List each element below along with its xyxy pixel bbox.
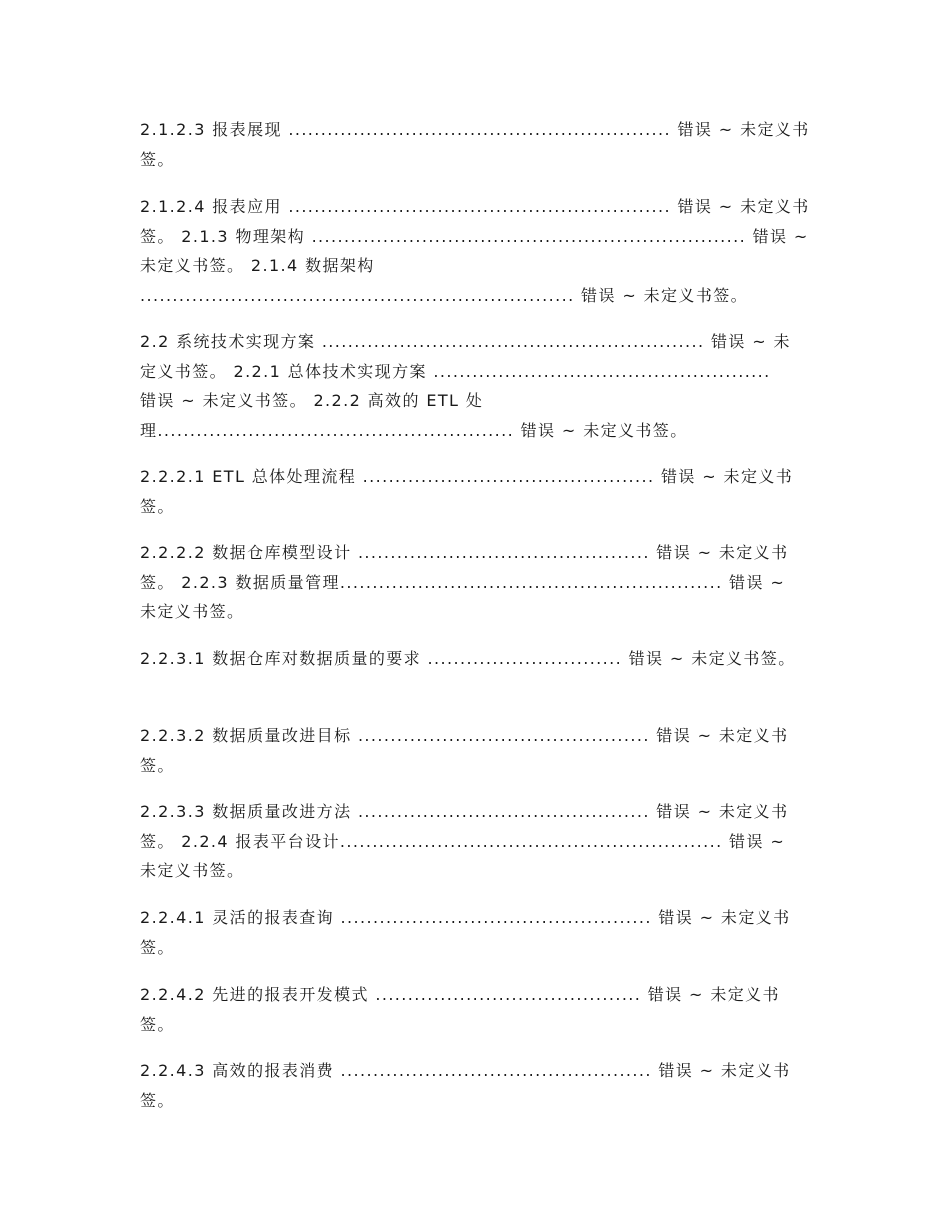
toc-line: 2.2.4.3 高效的报表消费 ................................................ 错误 ~ 未定义书 (140, 1061, 791, 1080)
toc-entry-2-2-2-2 (140, 538, 830, 627)
toc-entry-2-2-3-3 (140, 797, 830, 886)
toc-line: 2.1.2.3 报表展现 ........................................................... 错误 ~ 未定义书 (140, 120, 810, 139)
toc-line: 未定义书签。 (140, 861, 245, 880)
toc-entry-2-2-4-1 (140, 903, 830, 962)
toc-line: 2.2.4.1 灵活的报表查询 ................................................ 错误 ~ 未定义书 (140, 908, 791, 927)
toc-line: 签。 (140, 1090, 175, 1110)
toc-line: 2.2.2.1 ETL 总体处理流程 ............................................. 错误 ~ 未定义书 (140, 467, 794, 486)
toc-entry-2-1-2-3 (140, 115, 830, 174)
toc-line: 错误 ~ 未定义书签。 2.2.2 高效的 ETL 处 (140, 391, 484, 410)
toc-line: 2.2.4.2 先进的报表开发模式 ......................................... 错误 ~ 未定义书 (140, 985, 780, 1004)
toc-line: 2.2.3.2 数据质量改进目标 ............................................. 错误 ~ 未定义书 (140, 726, 789, 745)
toc-line: 2.2.3.1 数据仓库对数据质量的要求 .............................. 错误 ~ 未定义书签。 (140, 649, 796, 668)
toc-line: 未定义书签。 2.1.4 数据架构 (140, 256, 375, 275)
toc-line: ................................................................... 错误 ~ 未定义书签。 (140, 285, 749, 305)
toc-line: 2.2 系统技术实现方案 ........................................................... 错误 ~ 未 (140, 332, 791, 351)
toc-line: 2.1.2.4 报表应用 ........................................................... 错误 ~ 未定义书 (140, 197, 810, 216)
toc-entry-2-2-3-1 (140, 644, 830, 674)
toc-line: 签。 (140, 937, 175, 957)
toc-line: 理....................................................... 错误 ~ 未定义书签。 (140, 420, 688, 440)
toc-entry-2-2-4-3 (140, 1056, 830, 1115)
toc-line: 签。 2.2.4 报表平台设计........................................................... 错误 ~ (140, 831, 786, 851)
toc-line: 签。 (140, 149, 175, 169)
toc-entry-2-2-4-2 (140, 980, 830, 1039)
toc-entry-2-2-3-2 (140, 721, 830, 780)
toc-entry-2-1-2-4 (140, 192, 830, 310)
toc-line: 签。 2.1.3 物理架构 ................................................................... 错误 ~ (140, 226, 809, 246)
toc-entry-2-2 (140, 327, 830, 445)
toc-line: 签。 (140, 755, 175, 775)
toc-line: 签。 (140, 1014, 175, 1034)
toc-line: 2.2.3.3 数据质量改进方法 ............................................. 错误 ~ 未定义书 (140, 802, 789, 821)
toc-line: 未定义书签。 (140, 602, 245, 621)
toc-line: 定义书签。 2.2.1 总体技术实现方案 .................................................... (140, 361, 771, 381)
toc-line: 签。 2.2.3 数据质量管理........................................................... 错误 ~ (140, 572, 786, 592)
toc-line: 签。 (140, 496, 175, 516)
toc-line: 2.2.2.2 数据仓库模型设计 ............................................. 错误 ~ 未定义书 (140, 543, 789, 562)
toc-entry-2-2-2-1 (140, 462, 830, 521)
